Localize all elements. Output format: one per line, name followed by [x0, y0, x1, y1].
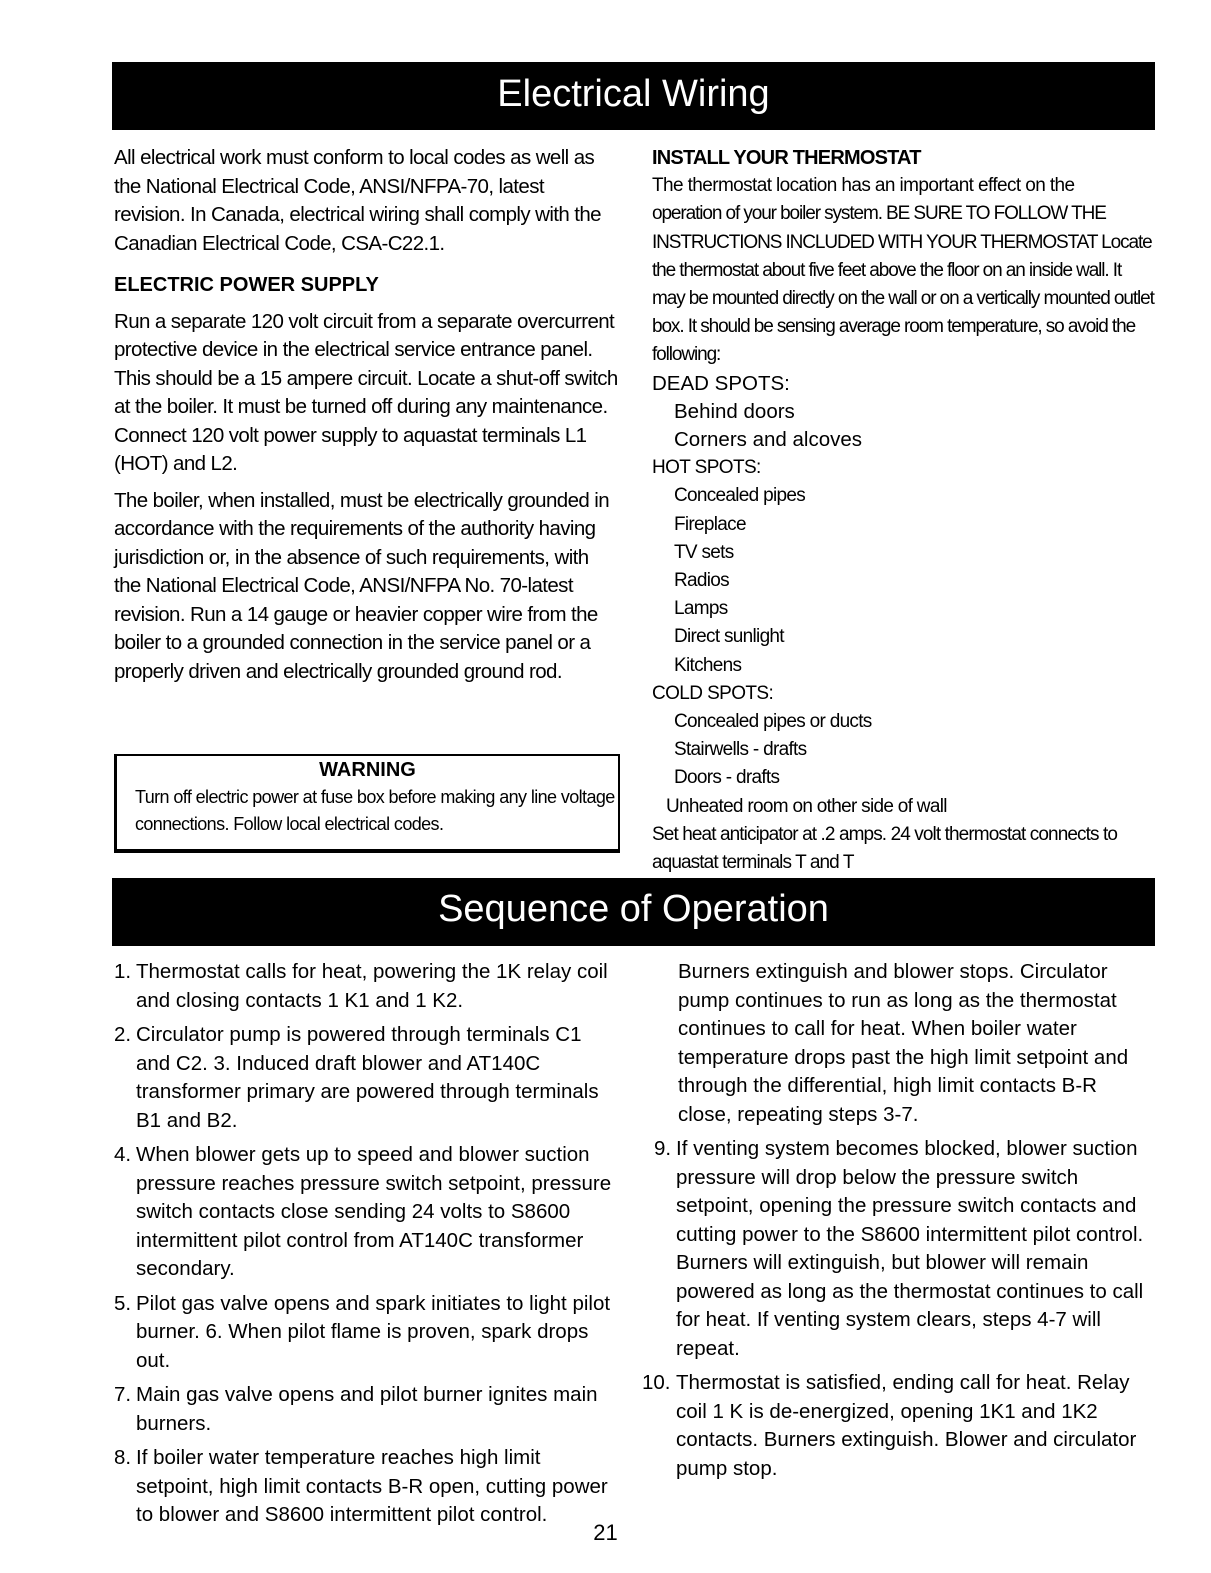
step-number: 4. [114, 1143, 132, 1166]
sequence-step [114, 958, 616, 1015]
cold-spot-item: Doors - drafts [674, 767, 780, 789]
hot-spot-item: Fireplace [674, 513, 746, 535]
step-text: Thermostat calls for heat, powering the 1K relay coil and closing contacts 1 K1 and 1 K2. [136, 960, 608, 1012]
intro-paragraph: All electrical work must conform to local codes as well as the National Electrical Code, ANSI/NFPA-70, latest revision. In Canada, electrical wiring shall comply with the Canadian Electrical Code, CSA-C22.1. [114, 146, 601, 255]
step-8-continuation: Burners extinguish and blower stops. Circulator pump continues to run as long as the thermostat continues to call for heat. When boiler water temperature drops past the high limit setpoint and through the differential, high limit contacts B-R close, repeating steps 3-7. [678, 960, 1129, 1126]
anticipator-note: Set heat anticipator at .2 amps. 24 volt thermostat connects to aquastat terminals T and T [652, 823, 1118, 874]
page-number: 21 [593, 1520, 618, 1545]
sequence-step [114, 1141, 616, 1284]
sequence-step [642, 1369, 1150, 1483]
dead-spots-label: DEAD SPOTS: [652, 371, 790, 395]
step-number: 9. [654, 1137, 672, 1160]
dead-spot-item: Corners and alcoves [674, 428, 863, 452]
electrical-wiring-banner [112, 62, 1155, 130]
step-text: Pilot gas valve opens and spark initiates to light pilot burner. 6. When pilot flame is proven, spark drops out. [136, 1291, 611, 1372]
power-paragraph-1: Run a separate 120 volt circuit from a separate overcurrent protective device in the electrical service entrance panel. This should be a 15 ampere circuit. Locate a shut-off switch at the boiler. It must be turned off during any maintenance. Connect 120 volt power supply to aquastat terminals L1 (HOT) and L2. [114, 309, 618, 475]
cold-spots-label: COLD SPOTS: [652, 682, 774, 704]
cold-spot-item: Concealed pipes or ducts [674, 711, 872, 733]
step-text: Main gas valve opens and pilot burner ignites main burners. [136, 1383, 598, 1435]
dead-spot-item: Behind doors [674, 399, 795, 423]
hot-spots-list [652, 482, 1156, 679]
step-text: When blower gets up to speed and blower suction pressure reaches pressure switch setpoint, pressure switch contacts close sending 24 volts to S8600 intermittent pilot control from AT140C transformer secondary. [136, 1143, 612, 1280]
thermostat-paragraph-2: operation of your boiler system. BE SURE TO FOLLOW THE INSTRUCTIONS INCLUDED WITH YOUR THERMOSTAT Locate the thermostat about five feet above the floor on an inside wall. It may be mounted directly on the wall or on a vertically mounted outlet box. It should be sensing average room temperature, so avoid the following: [652, 203, 1154, 366]
hot-spot-item: Direct sunlight [674, 626, 784, 648]
power-heading: ELECTRIC POWER SUPPLY [114, 274, 379, 296]
thermostat-heading: INSTALL YOUR THERMOSTAT [652, 147, 921, 169]
power-paragraph-2: The boiler, when installed, must be electrically grounded in accordance with the requirements of the authority having jurisdiction or, in the absence of such requirements, with the National Electrical Code, ANSI/NFPA No. 70-latest revision. Run a 14 gauge or heavier copper wire from the boiler to a grounded connection in the service panel or a properly driven and electrically grounded ground rod. [114, 488, 610, 683]
hot-spot-item: TV sets [674, 541, 734, 563]
step-number: 1. [114, 960, 132, 983]
hot-spots-label: HOT SPOTS: [652, 457, 761, 479]
unheated-room-item: Unheated room on other side of wall [666, 795, 947, 817]
warning-text: Turn off electric power at fuse box before making any line voltage connections. Follow local electrical codes. [135, 787, 615, 834]
sequence-step [114, 1381, 616, 1438]
step-number: 10. [642, 1371, 671, 1394]
step-text: Circulator pump is powered through terminals C1 and C2. 3. Induced draft blower and AT140C transformer primary are powered through terminals B1 and B2. [136, 1023, 599, 1132]
step-text: If venting system becomes blocked, blower suction pressure will drop below the pressure switch setpoint, opening the pressure switch contacts and cutting power to the S8600 intermittent pilot control. Burners will extinguish, but blower will remain powered as long as the thermostat continues to call for heat. If venting system clears, steps 4-7 will repeat. [676, 1137, 1144, 1360]
wiring-left-column [114, 144, 618, 686]
sequence-right-column [642, 958, 1150, 1489]
step-text: If boiler water temperature reaches high limit setpoint, high limit contacts B-R open, cutting power to blower and S8600 intermittent pilot control. [136, 1446, 608, 1526]
wiring-right-column [652, 144, 1156, 877]
thermostat-paragraph-1: The thermostat location has an important effect on the [652, 175, 1075, 197]
sequence-step [114, 1021, 616, 1135]
sequence-step [114, 1290, 616, 1376]
hot-spot-item: Concealed pipes [674, 485, 806, 507]
step-number: 5. [114, 1291, 132, 1315]
hot-spot-item: Lamps [674, 598, 728, 620]
sequence-steps-left [114, 958, 616, 1530]
cold-spot-item: Stairwells - drafts [674, 739, 807, 761]
hot-spot-item: Kitchens [674, 654, 742, 676]
step-number: 7. [114, 1383, 132, 1406]
sequence-of-operation-banner [112, 878, 1155, 946]
warning-box [114, 754, 620, 853]
sequence-step [654, 1135, 1150, 1363]
sequence-left-column [114, 958, 616, 1536]
step-number: 2. [114, 1023, 132, 1046]
cold-spots-list [652, 708, 1156, 793]
sequence-step [114, 1444, 616, 1530]
warning-title: WARNING [319, 759, 416, 781]
sequence-steps-right [642, 1135, 1150, 1483]
hot-spot-item: Radios [674, 570, 729, 592]
dead-spots-list [652, 398, 1156, 454]
section-title: Electrical Wiring [497, 73, 770, 115]
step-text: Thermostat is satisfied, ending call for heat. Relay coil 1 K is de-energized, opening 1K1 and 1K2 contacts. Burners extinguish. Blower and circulator pump stop. [676, 1371, 1137, 1480]
step-number: 8. [114, 1446, 132, 1469]
section-title: Sequence of Operation [438, 888, 829, 930]
